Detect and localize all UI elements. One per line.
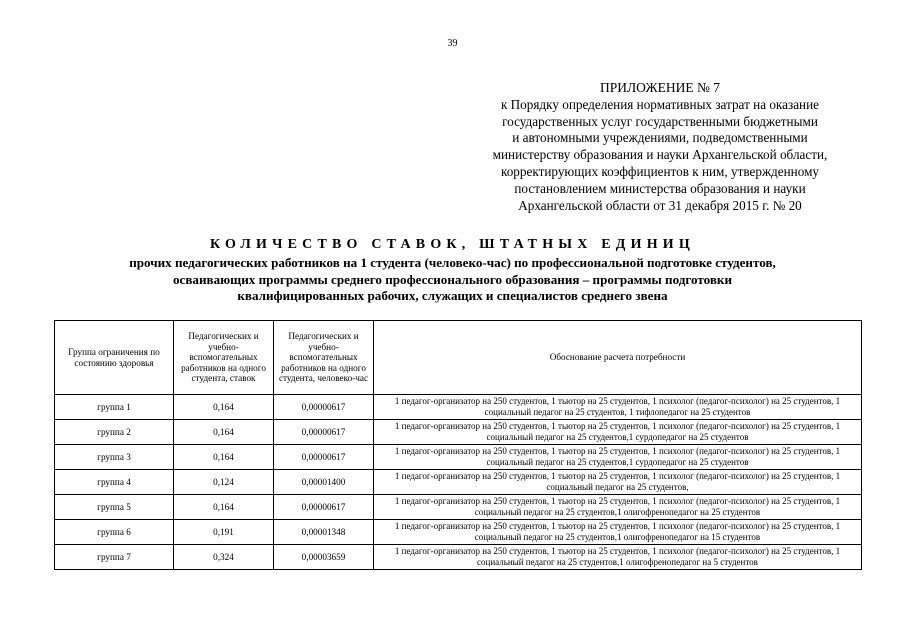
table-row [55, 395, 862, 420]
cell-group: группа 3 [55, 445, 174, 470]
cell-hours: 0,00001400 [274, 470, 374, 495]
appendix-line: корректирующих коэффициентов к ним, утвержденному [500, 163, 820, 179]
cell-rate: 0,124 [174, 470, 274, 495]
appendix-line: и автономными учреждениями, подведомственными [512, 130, 808, 146]
document-title: КОЛИЧЕСТВО СТАВОК, ШТАТНЫХ ЕДИНИЦ [210, 237, 695, 252]
cell-reasoning: 1 педагог-организатор на 250 студентов, 1 тьютор на 25 студентов, 1 психолог (педагог-психолог) на 25 студентов, 1 социальный педагог на 25 студентов,1 олигофренопедагог на 15 студентов [374, 520, 862, 545]
cell-rate: 0,164 [174, 495, 274, 520]
cell-reasoning: 1 педагог-организатор на 250 студентов, 1 тьютор на 25 студентов, 1 психолог (педагог-психолог) на 25 студентов, 1 социальный педагог на 25 студентов, 1 тифлопедагог на 25 студентов [374, 395, 862, 420]
header-reasoning: Обоснование расчета потребности [374, 321, 862, 395]
cell-hours: 0,00000617 [274, 495, 374, 520]
header-health-group: Группа ограничения по состоянию здоровья [55, 321, 174, 395]
cell-group: группа 2 [55, 420, 174, 445]
document-subtitle-line: прочих педагогических работников на 1 студента (человеко-час) по профессиональной подготовке студентов, [129, 255, 776, 270]
table-row [55, 520, 862, 545]
table-header-row [55, 321, 862, 395]
cell-reasoning: 1 педагог-организатор на 250 студентов, 1 тьютор на 25 студентов, 1 психолог (педагог-психолог) на 25 студентов, 1 социальный педагог на 25 студентов,1 олигофренопедагог на 25 студентов [374, 495, 862, 520]
appendix-line: к Порядку определения нормативных затрат на оказание [500, 96, 820, 112]
appendix-block [440, 80, 880, 214]
cell-hours: 0,00000617 [274, 420, 374, 445]
appendix-title: ПРИЛОЖЕНИЕ № 7 [599, 80, 721, 95]
document-subtitle-line: осваивающих программы среднего профессионального образования – программы подготовки [173, 271, 732, 287]
cell-rate: 0,324 [174, 545, 274, 570]
cell-reasoning: 1 педагог-организатор на 250 студентов, 1 тьютор на 25 студентов, 1 психолог (педагог-психолог) на 25 студентов, 1 социальный педагог на 25 студентов,1 сурдопедагог на 25 студентов [374, 420, 862, 445]
table-row [55, 495, 862, 520]
table-row [55, 470, 862, 495]
appendix-line: министерству образования и науки Архангельской области, [492, 147, 828, 163]
appendix-line: постановлением министерства образования и науки [514, 180, 806, 196]
cell-group: группа 4 [55, 470, 174, 495]
table-row [55, 420, 862, 445]
appendix-line: государственных услуг государственными бюджетными [502, 113, 818, 129]
table-row [55, 545, 862, 570]
cell-rate: 0,164 [174, 445, 274, 470]
cell-group: группа 5 [55, 495, 174, 520]
table-row [55, 445, 862, 470]
cell-hours: 0,00003659 [274, 545, 374, 570]
cell-rate: 0,164 [174, 420, 274, 445]
document-subtitle-line: квалифицированных рабочих, служащих и специалистов среднего звена [237, 288, 668, 304]
header-person-hours: Педагогических и учебно-вспомогательных работников на одного студента, человеко-час [274, 321, 374, 395]
cell-group: группа 7 [55, 545, 174, 570]
cell-group: группа 6 [55, 520, 174, 545]
header-rate: Педагогических и учебно-вспомогательных работников на одного студента, ставок [174, 321, 274, 395]
cell-reasoning: 1 педагог-организатор на 250 студентов, 1 тьютор на 25 студентов, 1 психолог (педагог-психолог) на 25 студентов, 1 социальный педагог на 25 студентов,1 олигофренопедагог на 5 студентов [374, 545, 862, 570]
cell-hours: 0,00000617 [274, 445, 374, 470]
page-number: 39 [447, 38, 458, 49]
document-heading [0, 235, 905, 305]
cell-hours: 0,00000617 [274, 395, 374, 420]
appendix-line: Архангельской области от 31 декабря 2015 г. № 20 [518, 197, 802, 213]
cell-group: группа 1 [55, 395, 174, 420]
cell-hours: 0,00001348 [274, 520, 374, 545]
cell-rate: 0,191 [174, 520, 274, 545]
cell-reasoning: 1 педагог-организатор на 250 студентов, 1 тьютор на 25 студентов, 1 психолог (педагог-психолог) на 25 студентов, 1 социальный педагог на 25 студентов,1 сурдопедагог на 25 студентов [374, 445, 862, 470]
cell-reasoning: 1 педагог-организатор на 250 студентов, 1 тьютор на 25 студентов, 1 психолог (педагог-психолог) на 25 студентов, 1 социальный педагог на 25 студентов, [374, 470, 862, 495]
staffing-table [54, 320, 862, 570]
cell-rate: 0,164 [174, 395, 274, 420]
